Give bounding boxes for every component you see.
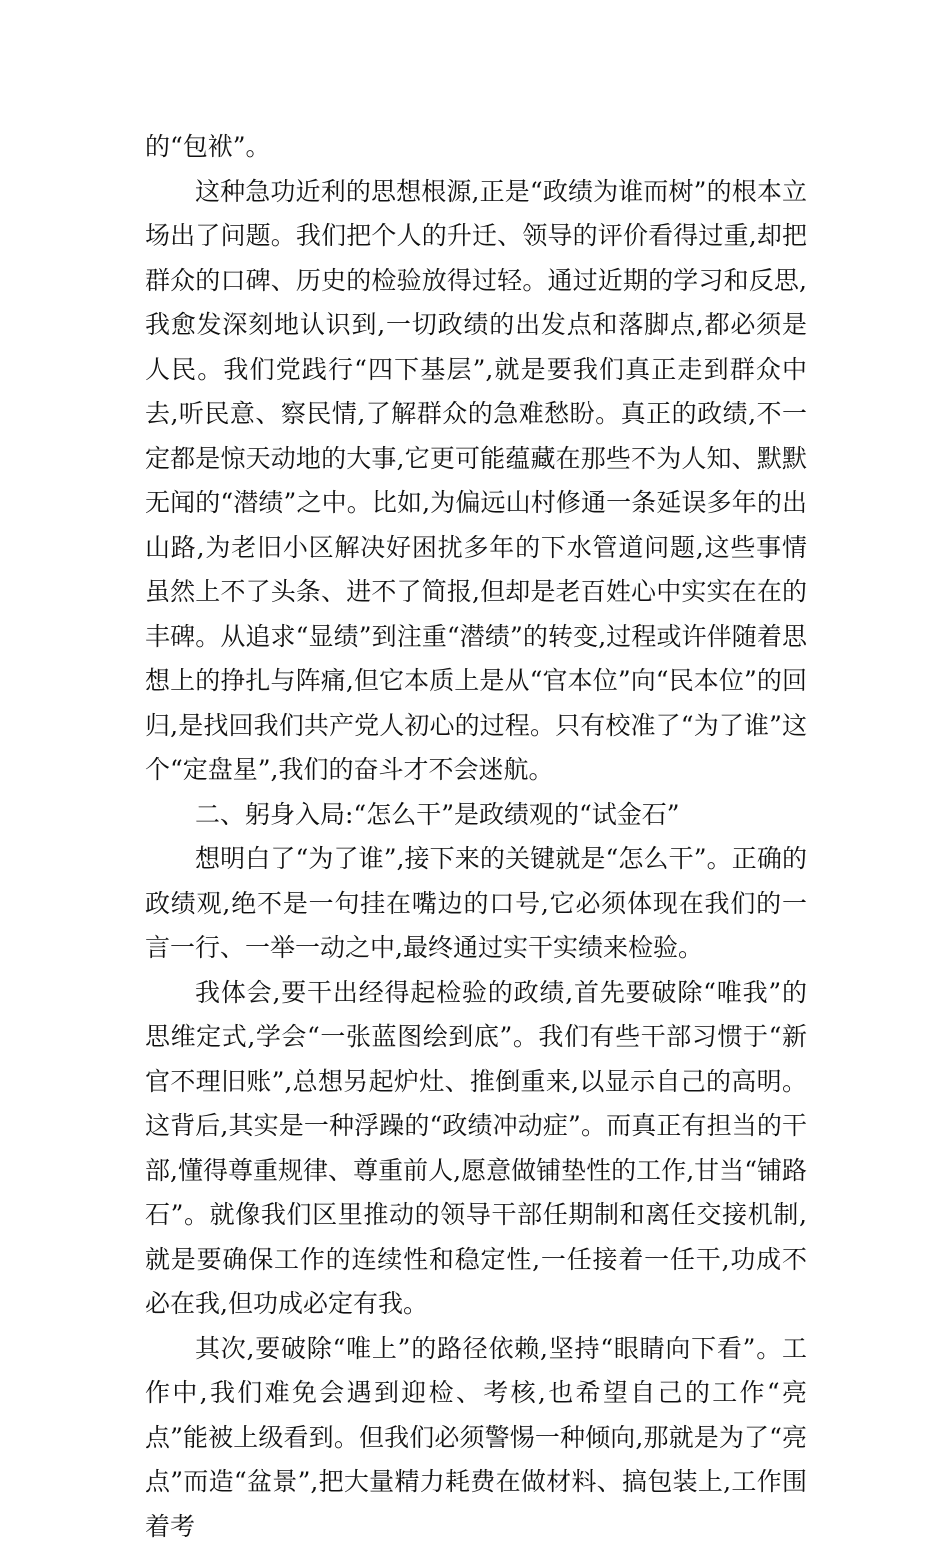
section-heading: 二、躬身入局:“怎么干”是政绩观的“试金石” <box>145 793 807 838</box>
paragraph-continuation: 的“包袱”。 <box>145 125 807 170</box>
paragraph-look-down: 其次,要破除“唯上”的路径依赖,坚持“眼睛向下看”。工作中,我们难免会遇到迎检、考核,也希望自己的工作“亮点”能被上级看到。但我们必须警惕一种倾向,那就是为了“亮点”而造“盆景”,把大量精力耗费在做材料、搞包装上,工作围着考 <box>145 1327 807 1549</box>
paragraph-blueprint: 我体会,要干出经得起检验的政绩,首先要破除“唯我”的思维定式,学会“一张蓝图绘到底”。我们有些干部习惯于“新官不理旧账”,总想另起炉灶、推倒重来,以显示自己的高明。这背后,其实是一种浮躁的“政绩冲动症”。而真正有担当的干部,懂得尊重规律、尊重前人,愿意做铺垫性的工作,甘当“铺路石”。就像我们区里推动的领导干部任期制和离任交接机制,就是要确保工作的连续性和稳定性,一任接着一任干,功成不必在我,但功成必定有我。 <box>145 971 807 1327</box>
paragraph-how-to-act: 想明白了“为了谁”,接下来的关键就是“怎么干”。正确的政绩观,绝不是一句挂在嘴边的口号,它必须体现在我们的一言一行、一举一动之中,最终通过实干实绩来检验。 <box>145 837 807 971</box>
paragraph-root-cause: 这种急功近利的思想根源,正是“政绩为谁而树”的根本立场出了问题。我们把个人的升迁、领导的评价看得过重,却把群众的口碑、历史的检验放得过轻。通过近期的学习和反思,我愈发深刻地认识到,一切政绩的出发点和落脚点,都必须是人民。我们党践行“四下基层”,就是要我们真正走到群众中去,听民意、察民情,了解群众的急难愁盼。真正的政绩,不一定都是惊天动地的大事,它更可能蕴藏在那些不为人知、默默无闻的“潜绩”之中。比如,为偏远山村修通一条延误多年的出山路,为老旧小区解决好困扰多年的下水管道问题,这些事情虽然上不了头条、进不了简报,但却是老百姓心中实实在在的丰碑。从追求“显绩”到注重“潜绩”的转变,过程或许伴随着思想上的挣扎与阵痛,但它本质上是从“官本位”向“民本位”的回归,是找回我们共产党人初心的过程。只有校准了“为了谁”这个“定盘星”,我们的奋斗才不会迷航。 <box>145 170 807 793</box>
document-page <box>145 125 807 1549</box>
